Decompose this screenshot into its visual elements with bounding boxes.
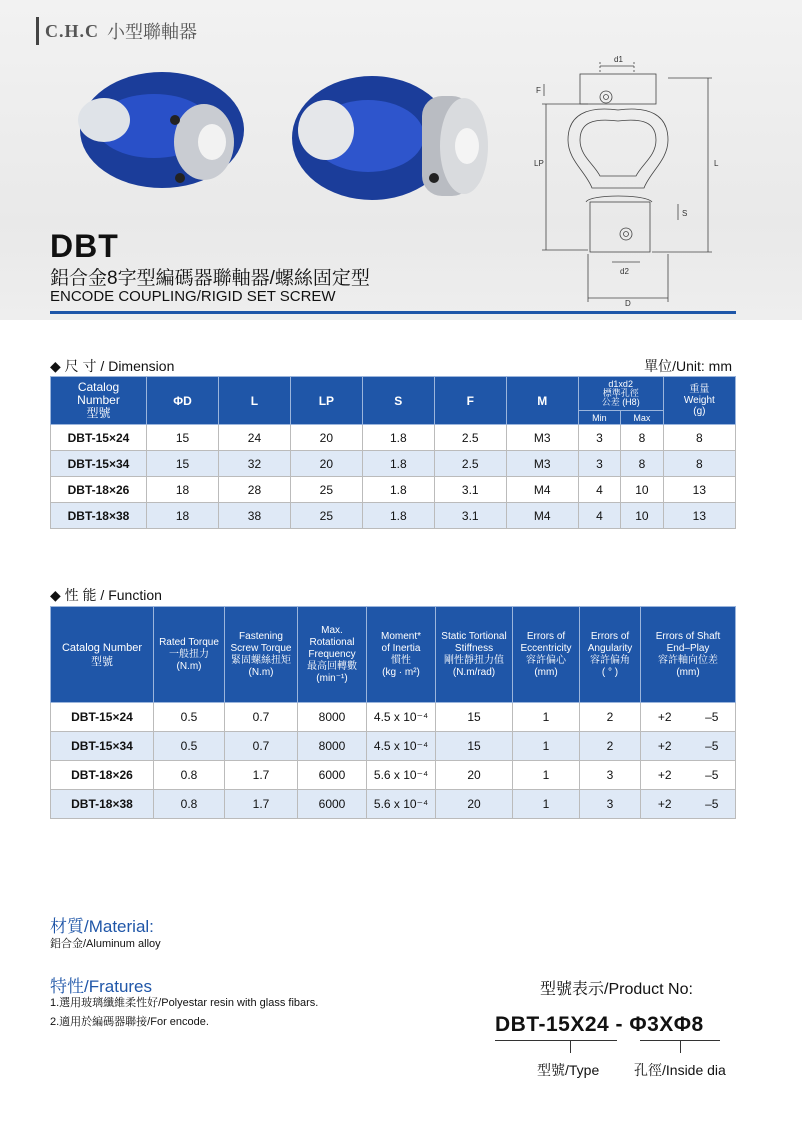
fcol-speed xyxy=(298,607,367,703)
fcol-inertia-zh: 慣性 xyxy=(391,654,411,666)
fcol-inertia xyxy=(367,607,436,703)
cell-l: 24 xyxy=(219,425,291,451)
fcol-fasten-en1: Fastening xyxy=(239,630,283,642)
col-weight-unit: (g) xyxy=(693,406,706,417)
col-d: ΦD xyxy=(147,377,219,425)
fcell-eccentricity: 1 xyxy=(513,703,580,732)
fcol-fasten-en2: Screw Torque xyxy=(230,642,292,654)
material-text: 鋁合金/Aluminum alloy xyxy=(50,938,161,950)
fcell-end-minus: –5 xyxy=(689,703,736,732)
product-name-zh: 鋁合金8字型編碼器聯軸器/螺絲固定型 xyxy=(50,268,370,289)
fcell-angularity: 2 xyxy=(580,732,641,761)
cell-s: 1.8 xyxy=(362,451,434,477)
fcell-stiffness: 20 xyxy=(436,790,513,819)
cell-s: 1.8 xyxy=(362,425,434,451)
cell-lp: 25 xyxy=(290,503,362,529)
col-catalog-zh: 型號 xyxy=(86,406,111,420)
cell-catalog: DBT-15×24 xyxy=(51,425,147,451)
product-name-en: ENCODE COUPLING/RIGID SET SCREW xyxy=(50,288,336,305)
fcell-angularity: 3 xyxy=(580,790,641,819)
cell-max: 10 xyxy=(621,477,664,503)
fcol-speed-en2: Rotational xyxy=(309,636,355,648)
fcell-speed: 6000 xyxy=(298,761,367,790)
fcol-ecc-en1: Errors of xyxy=(526,630,566,642)
fcell-stiffness: 15 xyxy=(436,732,513,761)
fcell-eccentricity: 1 xyxy=(513,790,580,819)
col-bore-tol: 公差 (H8) xyxy=(601,397,640,407)
unit-label: 單位/Unit: mm xyxy=(644,358,732,374)
cell-m: M4 xyxy=(506,503,578,529)
fcell-end-minus: –5 xyxy=(689,790,736,819)
cell-weight: 13 xyxy=(663,503,735,529)
bore-label: 孔徑/Inside dia xyxy=(634,1062,726,1078)
cell-min: 4 xyxy=(578,503,620,529)
material-title: 材質/Material: xyxy=(50,917,154,936)
fcell-fasten: 0.7 xyxy=(225,732,298,761)
cell-d: 15 xyxy=(147,451,219,477)
cell-lp: 25 xyxy=(290,477,362,503)
fcell-end-minus: –5 xyxy=(689,761,736,790)
fcell-inertia: 5.6 x 10⁻⁴ xyxy=(367,790,436,819)
fcell-angularity: 2 xyxy=(580,703,641,732)
fcell-speed: 6000 xyxy=(298,790,367,819)
fcell-stiffness: 20 xyxy=(436,761,513,790)
col-catalog-en2: Number xyxy=(77,393,120,407)
fcol-stiff-en1: Static Tortional xyxy=(441,630,507,642)
cell-lp: 20 xyxy=(290,425,362,451)
bore-tick xyxy=(680,1041,681,1053)
type-label: 型號/Type xyxy=(537,1062,600,1078)
fcol-torque xyxy=(154,607,225,703)
fcell-end-plus: +2 xyxy=(641,703,689,732)
fcell-torque: 0.5 xyxy=(154,732,225,761)
cell-l: 32 xyxy=(219,451,291,477)
fcell-end-plus: +2 xyxy=(641,732,689,761)
brand-code: C.H.C xyxy=(45,20,99,41)
fcol-catalog-en: Catalog Number xyxy=(61,641,143,654)
product-photo-1 xyxy=(62,60,262,220)
col-max: Max xyxy=(621,411,664,425)
brand-title: 小型聯軸器 xyxy=(107,22,197,42)
cell-f: 2.5 xyxy=(434,451,506,477)
dimension-title-text: 尺 寸 / Dimension xyxy=(64,358,175,374)
fcol-speed-en1: Max. xyxy=(321,624,343,636)
col-l: L xyxy=(219,377,291,425)
col-min: Min xyxy=(578,411,620,425)
cell-min: 4 xyxy=(578,477,620,503)
cell-weight: 13 xyxy=(663,477,735,503)
col-m: M xyxy=(506,377,578,425)
fcol-torque-zh: 一般扭力 xyxy=(169,648,209,660)
fcol-inertia-en2: of Inertia xyxy=(381,642,421,654)
label-d: D xyxy=(625,299,631,306)
label-d1: d1 xyxy=(614,55,623,64)
fcell-catalog: DBT-18×38 xyxy=(51,790,154,819)
fcol-speed-en3: Frequency xyxy=(308,648,356,660)
col-bore-zh: 標準孔徑 xyxy=(602,388,639,398)
fcol-ecc-unit: (mm) xyxy=(534,666,558,678)
cell-f: 2.5 xyxy=(434,425,506,451)
function-row xyxy=(51,761,736,790)
cell-min: 3 xyxy=(578,451,620,477)
fcell-eccentricity: 1 xyxy=(513,732,580,761)
fcol-ang-en2: Angularity xyxy=(587,642,633,654)
label-l: L xyxy=(714,159,719,168)
fcell-torque: 0.5 xyxy=(154,703,225,732)
fcol-angularity xyxy=(580,607,641,703)
fcell-catalog: DBT-18×26 xyxy=(51,761,154,790)
product-no-label: 型號表示/Product No: xyxy=(540,981,693,998)
fcol-ang-zh: 容許偏角 xyxy=(590,654,630,666)
brand-bar xyxy=(36,17,39,45)
cell-d: 18 xyxy=(147,477,219,503)
col-weight xyxy=(663,377,735,425)
fcell-end-minus: –5 xyxy=(689,732,736,761)
product-no-code: DBT-15X24 - Φ3XΦ8 xyxy=(495,1013,704,1036)
cell-max: 10 xyxy=(621,503,664,529)
fcell-inertia: 5.6 x 10⁻⁴ xyxy=(367,761,436,790)
dimension-title: ◆ 尺 寸 / Dimension xyxy=(50,358,175,374)
fcol-ecc-en2: Eccentricity xyxy=(520,642,572,654)
fcol-endplay xyxy=(641,607,736,703)
fcell-end-plus: +2 xyxy=(641,761,689,790)
fcol-ang-unit: ( ° ) xyxy=(601,666,619,678)
cell-weight: 8 xyxy=(663,425,735,451)
col-weight-en: Weight xyxy=(683,395,715,406)
col-weight-zh: 重量 xyxy=(689,384,710,395)
cell-s: 1.8 xyxy=(362,477,434,503)
label-f: F xyxy=(536,86,541,95)
dimension-drawing xyxy=(528,48,738,306)
cell-m: M3 xyxy=(506,451,578,477)
label-d2: d2 xyxy=(620,267,629,276)
function-title: ◆ 性 能 / Function xyxy=(50,587,162,603)
col-lp: LP xyxy=(290,377,362,425)
label-lp: LP xyxy=(534,159,544,168)
fcell-catalog: DBT-15×24 xyxy=(51,703,154,732)
cell-l: 28 xyxy=(219,477,291,503)
function-row xyxy=(51,732,736,761)
col-catalog-en1: Catalog xyxy=(77,380,120,394)
fcell-eccentricity: 1 xyxy=(513,761,580,790)
cell-max: 8 xyxy=(621,425,664,451)
function-title-text: 性 能 / Function xyxy=(64,587,162,603)
cell-min: 3 xyxy=(578,425,620,451)
fcell-angularity: 3 xyxy=(580,761,641,790)
fcell-torque: 0.8 xyxy=(154,790,225,819)
brand xyxy=(36,16,197,46)
function-table xyxy=(50,606,736,819)
fcell-stiffness: 15 xyxy=(436,703,513,732)
fcol-end-en2: End–Play xyxy=(666,642,710,654)
dimension-row xyxy=(51,451,736,477)
product-photo-2 xyxy=(282,60,492,220)
section-rule xyxy=(50,311,736,314)
features-title: 特性/Fratures xyxy=(50,977,153,996)
cell-d: 15 xyxy=(147,425,219,451)
function-row xyxy=(51,790,736,819)
fcol-fasten-unit: (N.m) xyxy=(248,666,274,678)
fcol-catalog xyxy=(51,607,154,703)
fcol-catalog-zh: 型號 xyxy=(91,655,113,668)
type-tick xyxy=(570,1041,571,1053)
dimension-row xyxy=(51,503,736,529)
cell-f: 3.1 xyxy=(434,477,506,503)
col-f: F xyxy=(434,377,506,425)
function-row xyxy=(51,703,736,732)
fcol-end-unit: (mm) xyxy=(676,666,700,678)
col-bore xyxy=(578,377,663,411)
cell-catalog: DBT-18×26 xyxy=(51,477,147,503)
col-s: S xyxy=(362,377,434,425)
dimension-row xyxy=(51,425,736,451)
fcell-speed: 8000 xyxy=(298,703,367,732)
fcol-inertia-en1: Moment* xyxy=(380,630,421,642)
fcol-ang-en1: Errors of xyxy=(590,630,630,642)
fcol-fasten xyxy=(225,607,298,703)
cell-f: 3.1 xyxy=(434,503,506,529)
col-catalog xyxy=(51,377,147,425)
fcol-stiff-en2: Stiffness xyxy=(454,642,494,654)
fcell-catalog: DBT-15×34 xyxy=(51,732,154,761)
cell-m: M3 xyxy=(506,425,578,451)
dimension-row xyxy=(51,477,736,503)
fcell-fasten: 1.7 xyxy=(225,790,298,819)
fcell-fasten: 0.7 xyxy=(225,703,298,732)
fcell-speed: 8000 xyxy=(298,732,367,761)
type-underline xyxy=(495,1040,617,1041)
fcol-speed-unit: (min⁻¹) xyxy=(316,672,348,684)
cell-max: 8 xyxy=(621,451,664,477)
cell-catalog: DBT-18×38 xyxy=(51,503,147,529)
fcol-torque-unit: (N.m) xyxy=(176,660,202,672)
dimension-table xyxy=(50,376,736,529)
fcol-stiffness xyxy=(436,607,513,703)
cell-catalog: DBT-15×34 xyxy=(51,451,147,477)
fcol-end-en1: Errors of Shaft xyxy=(655,630,721,642)
fcol-fasten-zh: 緊固螺絲扭矩 xyxy=(231,654,291,666)
fcol-stiff-unit: (N.m/rad) xyxy=(452,666,496,678)
fcol-torque-en: Rated Torque xyxy=(159,636,219,648)
fcol-ecc-zh: 容許偏心 xyxy=(526,654,566,666)
cell-s: 1.8 xyxy=(362,503,434,529)
cell-lp: 20 xyxy=(290,451,362,477)
fcol-end-zh: 容許軸向位差 xyxy=(658,654,718,666)
cell-m: M4 xyxy=(506,477,578,503)
fcol-eccentricity xyxy=(513,607,580,703)
fcell-end-plus: +2 xyxy=(641,790,689,819)
fcol-speed-zh: 最高回轉數 xyxy=(307,660,357,672)
fcol-inertia-unit: (kg · m²) xyxy=(382,666,420,678)
cell-weight: 8 xyxy=(663,451,735,477)
cell-d: 18 xyxy=(147,503,219,529)
fcell-inertia: 4.5 x 10⁻⁴ xyxy=(367,703,436,732)
fcell-inertia: 4.5 x 10⁻⁴ xyxy=(367,732,436,761)
feature-item-1: 1.選用玻璃纖維柔性好/Polyestar resin with glass fibars. xyxy=(50,997,319,1009)
product-model: DBT xyxy=(50,228,119,264)
fcell-fasten: 1.7 xyxy=(225,761,298,790)
col-bore-en: d1xd2 xyxy=(608,379,633,389)
feature-item-2: 2.適用於編碼器聯接/For encode. xyxy=(50,1016,209,1028)
label-s: S xyxy=(682,209,688,218)
fcell-torque: 0.8 xyxy=(154,761,225,790)
fcol-stiff-zh: 剛性靜扭力值 xyxy=(444,654,504,666)
cell-l: 38 xyxy=(219,503,291,529)
